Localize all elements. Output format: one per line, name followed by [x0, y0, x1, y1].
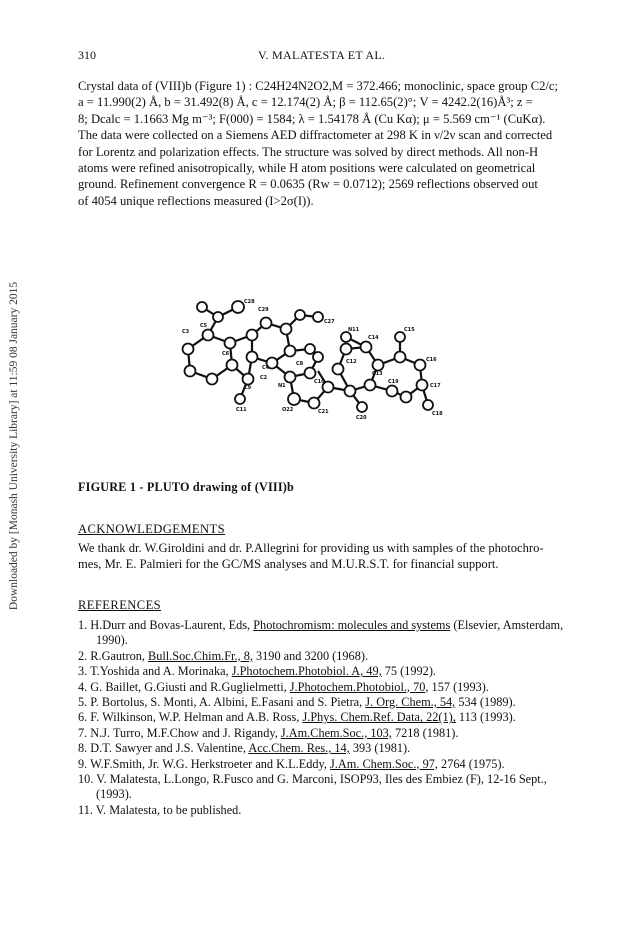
reference-item [78, 664, 578, 679]
crystal-data-line: The data were collected on a Siemens AED diffractometer at 298 K in ν/2ν scan and corrected [78, 128, 553, 143]
crystal-data-paragraph [78, 78, 570, 209]
atom-label: C3 [182, 329, 190, 335]
reference-text: 393 (1981). [349, 741, 411, 756]
reference-item [78, 680, 578, 695]
atom-label: C14 [368, 335, 379, 341]
reference-source: J.Am.Chem.Soc., 103, [280, 725, 392, 740]
atom-label: C19 [388, 379, 399, 385]
download-watermark: Downloaded by [Monash University Library] at 11:59 08 January 2015 [8, 281, 20, 611]
reference-item [78, 710, 578, 725]
atom-label: C11 [236, 407, 247, 413]
reference-text: 11. V. Malatesta, to be published. [78, 802, 242, 817]
atom-label: C9 [244, 385, 252, 391]
reference-item [78, 772, 578, 803]
reference-text: 6. F. Wilkinson, W.P. Helman and A.B. Ross, [78, 710, 303, 725]
reference-list [78, 618, 578, 818]
atom-label: C29 [258, 307, 269, 313]
reference-text: 5. P. Bortolus, S. Monti, A. Albini, E.Fasani and S. Pietra, [78, 695, 366, 710]
atom-label: C18 [432, 411, 443, 417]
running-title: V. MALATESTA ET AL. [258, 48, 386, 62]
reference-text: 8. D.T. Sawyer and J.S. Valentine, [78, 741, 249, 756]
figure-caption: FIGURE 1 - PLUTO drawing of (VIII)b [78, 480, 295, 494]
atom-label: C15 [404, 327, 415, 333]
reference-text: (Elsevier, Amsterdam, 1990). [96, 618, 564, 648]
crystal-data-line: of 4054 unique reflections measured (I>2σ(I)). [78, 193, 314, 208]
reference-text: 3190 and 3200 (1968). [252, 648, 369, 663]
reference-item [78, 803, 578, 818]
reference-text: 3. T.Yoshida and A. Morinaka, [78, 664, 232, 679]
atom-label: O22 [282, 407, 294, 413]
acknowledgements-line: mes, Mr. E. Palmieri for the GC/MS analyses and M.U.R.S.T. for financial support. [78, 557, 499, 572]
atom-label: C8 [296, 361, 304, 367]
reference-text: 7218 (1981). [391, 725, 459, 740]
reference-text: 75 (1992). [381, 664, 436, 679]
atom-label: C28 [244, 299, 255, 305]
atom-label: C17 [430, 383, 441, 389]
atom-label: N1 [278, 383, 286, 389]
reference-item [78, 649, 578, 664]
reference-source: J. Org. Chem., 54, [365, 695, 456, 710]
pluto-molecule-drawing [160, 287, 460, 437]
references-heading: REFERENCES [78, 598, 162, 612]
acknowledgements-text [78, 540, 570, 573]
reference-item [78, 741, 578, 756]
atom-label: C16 [426, 357, 437, 363]
atom-label: C20 [356, 415, 367, 421]
page-number: 310 [78, 48, 96, 62]
reference-text: 1. H.Durr and Bovas-Laurent, Eds, [78, 618, 254, 632]
reference-source: J.Am. Chem.Soc., 97, [330, 756, 438, 771]
reference-text: 4. G. Baillet, G.Giusti and R.Guglielmetti, [78, 679, 290, 694]
reference-text: 113 (1993). [455, 710, 516, 725]
reference-item [78, 618, 578, 649]
crystal-data-line: 8; Dcalc = 1.1663 Mg m⁻³; F(000) = 1584; λ = 1.54178 Å (Cu Kα); μ = 5.569 cm⁻¹ (CuKα). [78, 111, 546, 126]
acknowledgements-heading: ACKNOWLEDGEMENTS [78, 522, 226, 536]
crystal-data-line: a = 11.990(2) Å, b = 31.492(8) Å, c = 12.174(2) Å; β = 112.65(2)°; V = 4242.2(16)Å³; z = [78, 95, 533, 110]
atoms [183, 301, 434, 412]
reference-source: J.Phys. Chem.Ref. Data, 22(1), [302, 710, 456, 725]
reference-text: 9. W.F.Smith, Jr. W.G. Herkstroeter and K.L.Eddy, [78, 756, 331, 771]
reference-text: 157 (1993). [428, 679, 489, 694]
atom-label: C21 [318, 409, 329, 415]
reference-source: J.Photochem.Photobiol., 70, [289, 679, 429, 694]
reference-source: Bull.Soc.Chim.Fr., 8, [148, 648, 253, 663]
reference-text: 7. N.J. Turro, M.F.Chow and J. Rigandy, [78, 725, 281, 740]
reference-source: Acc.Chem. Res., 14, [248, 741, 350, 756]
atom-label: C10 [314, 379, 325, 385]
reference-source: J.Photochem.Photobiol. A, 49, [231, 664, 382, 679]
reference-item [78, 757, 578, 772]
acknowledgements-line: We thank dr. W.Giroldini and dr. P.Allegrini for providing us with samples of the photochro- [78, 541, 544, 555]
crystal-data-line: ground. Refinement convergence R = 0.0635 (Rw = 0.0712); 2569 reflections observed out [78, 177, 538, 192]
reference-text: 2. R.Gautron, [78, 648, 149, 663]
atom-label: C4 [262, 365, 270, 371]
atom-label: C12 [346, 359, 357, 365]
reference-source: Photochromism: molecules and systems [253, 618, 451, 632]
crystal-data-line: for Lorentz and polarization effects. The structure was solved by direct methods. All non-H [78, 144, 539, 159]
atom-label: N11 [348, 327, 360, 333]
atom-label: C2 [260, 375, 268, 381]
reference-item [78, 695, 578, 710]
reference-item [78, 726, 578, 741]
atom-label: C13 [372, 371, 383, 377]
reference-text: 534 (1989). [455, 695, 516, 710]
atom-label: C5 [200, 323, 208, 329]
atom-label: C27 [324, 319, 335, 325]
reference-text: 2764 (1975). [437, 756, 505, 771]
reference-text: 10. V. Malatesta, L.Longo, R.Fusco and G. Marconi, ISOP93, Iles des Embiez (F), 12-16 Sept., (1993). [78, 772, 547, 802]
atom-label: C6 [222, 351, 230, 357]
crystal-data-line: atoms were refined anisotropically, while H atom positions were calculated on geometrical [78, 161, 536, 176]
crystal-data-line: Crystal data of (VIII)b (Figure 1) : C24H24N2O2,M = 372.466; monoclinic, space group C2/c; [78, 79, 558, 93]
